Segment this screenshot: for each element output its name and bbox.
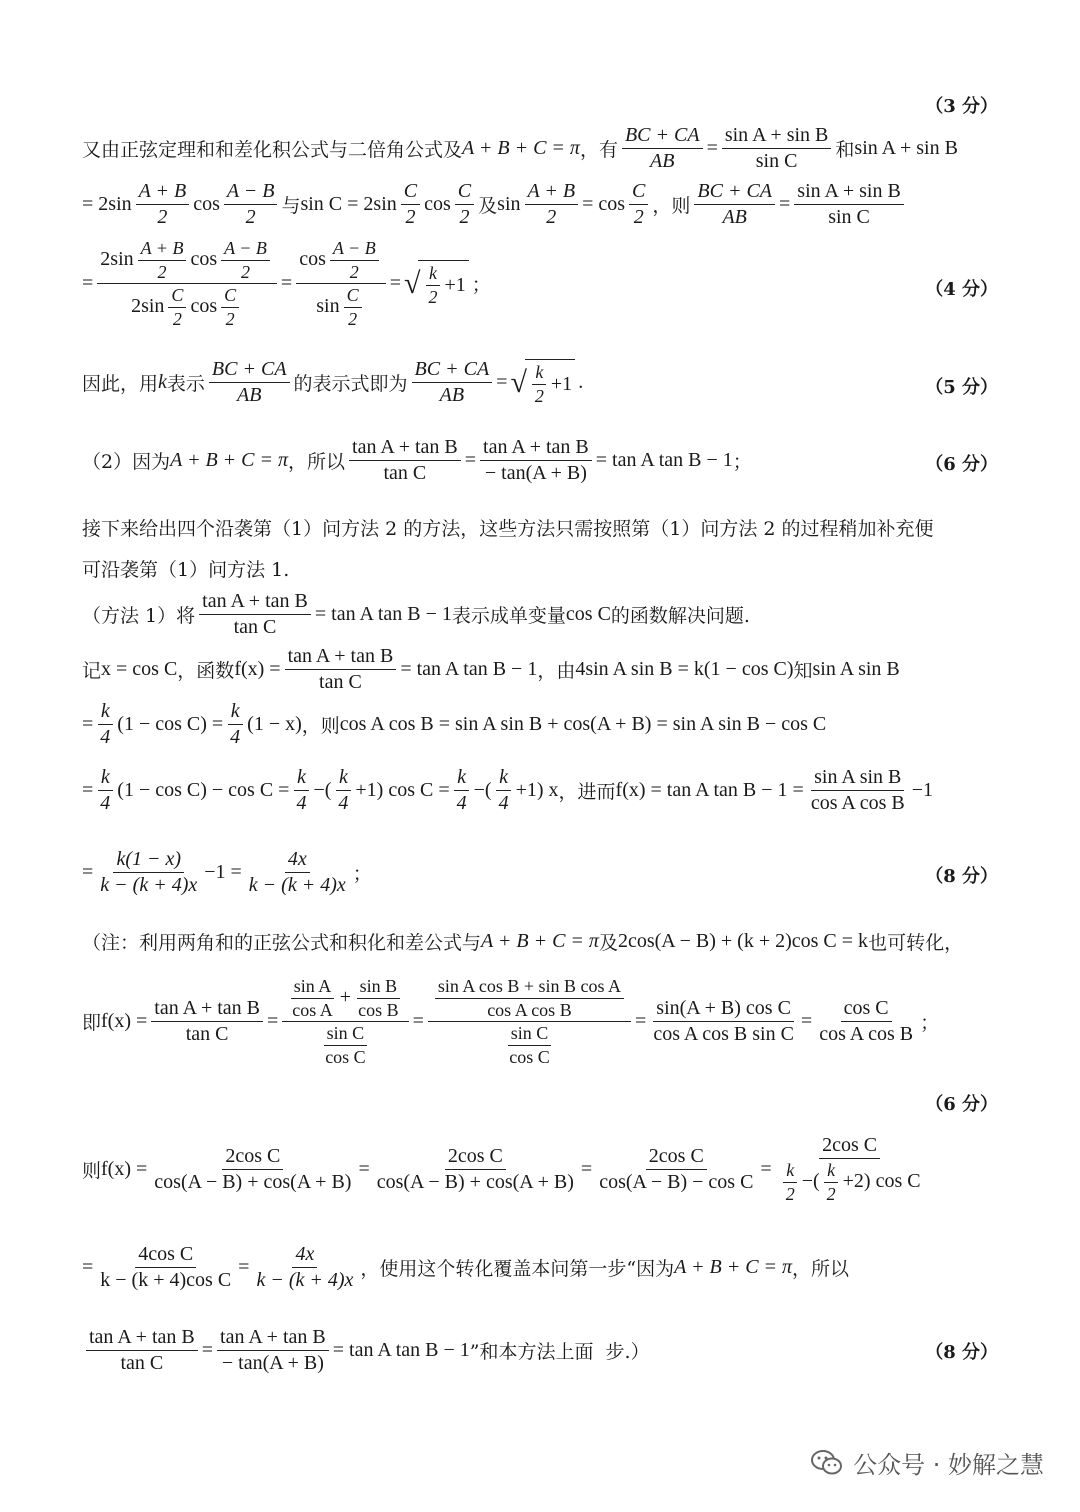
fraction: $\frac{\text{sin A + sin B}}{\text{sin C}}$	[794, 180, 904, 229]
equals: =	[464, 449, 477, 471]
math: sin A sin B	[812, 658, 900, 680]
text: 可沿袭第（1）问方法 1.	[82, 559, 290, 581]
equals: =	[389, 272, 401, 295]
compound-fraction: $\frac{\text{sin A}}{\text{cos A}}$ + $\frac{\text{sin B}}{\text{cos B}}$ $\frac{\text{sin C}}{\text{cos C}}$	[282, 976, 408, 1068]
text: 又由正弦定理和和差化积公式与二倍角公式及	[82, 139, 463, 161]
paragraph-line-1	[82, 514, 998, 541]
math: k	[158, 371, 167, 393]
math: f(x) =	[101, 1010, 148, 1033]
compound-fraction: $\frac{\frac{\text{sin A cos B + sin B cos A}}{\text{cos A cos B}}}{\frac{\text{sin C}}{\text{cos C}}}$	[428, 976, 631, 1068]
fraction: $\frac{C}{2}$	[629, 180, 648, 229]
math: 2cos(A − B) + (k + 2)cos C = k	[617, 930, 869, 952]
equals: =	[82, 272, 94, 295]
text: ；	[471, 274, 491, 297]
score-6: （6 分）	[925, 454, 998, 475]
text: 则	[82, 1159, 102, 1182]
fraction: $\frac{\text{sin(A + B) cos C}}{\text{cos A cos B sin C}}$	[653, 997, 794, 1046]
math: f(x) =	[234, 658, 281, 680]
compound-fraction: 2sin $\frac{A + B}{2}$ cos $\frac{A - B}{2}$ 2sin $\frac{C}{2}$ cos $\frac{C}{2}$	[97, 238, 277, 330]
line-9	[82, 645, 998, 694]
math: −1 =	[204, 861, 242, 883]
fraction: $\frac{A + B}{2}$	[525, 180, 579, 229]
math: cos C	[565, 603, 611, 625]
text: 也可转化，	[868, 932, 964, 954]
fraction: $\frac{\text{tan A + tan B}}{- \tan(A + B)}$	[480, 436, 592, 485]
text: 表示	[166, 373, 205, 395]
fraction: $\frac{\text{cos C}}{\text{cos A cos B}}$	[819, 997, 914, 1046]
fraction: $\frac{4x}{k - (k + 4)x}$	[256, 1243, 354, 1291]
fraction: $\frac{C}{2}$	[401, 180, 420, 229]
fraction: $\frac{\text{tan A + tan B}}{\text{tan C}}$	[151, 997, 263, 1046]
math: sin A + sin B	[854, 137, 958, 159]
text: ，进而	[558, 781, 616, 803]
fraction: $\frac{k}{4}$	[97, 700, 113, 749]
text: （方法 1）将	[82, 605, 196, 627]
math: = tan A tan B − 1	[400, 658, 538, 680]
line-method-1	[82, 590, 998, 639]
math: = tan A tan B − 1	[595, 449, 733, 471]
fraction: $\frac{C}{2}$	[455, 180, 474, 229]
math: = 2sin	[82, 193, 132, 215]
line-16	[82, 1243, 998, 1292]
line-3	[82, 238, 998, 330]
line-17	[82, 1326, 998, 1375]
line-11	[82, 766, 998, 815]
text: ”和本方法上面 步.）	[469, 1341, 650, 1363]
fraction: $\frac{\text{tan A + tan B}}{- \tan(A + B)}$	[217, 1326, 329, 1375]
fraction: $\frac{BC + CA}{AB}$	[622, 124, 703, 173]
text: ；	[920, 1012, 940, 1035]
text: ；	[732, 451, 752, 473]
fraction: $\frac{BC + CA}{AB}$	[412, 358, 493, 407]
score-8: （8 分）	[925, 866, 998, 887]
fraction: $\frac{\text{2cos C}}{\cos(A - B) + \cos(A + B)}$	[376, 1144, 574, 1193]
math: cos A cos B = sin A sin B + cos(A + B) = sin A sin B − cos C	[339, 713, 827, 735]
math: −1	[911, 779, 933, 801]
fraction: $\frac{k}{4}$	[454, 766, 470, 815]
score-5: （5 分）	[925, 377, 998, 398]
fraction: $\frac{\text{tan A + tan B}}{\text{tan C}}$	[86, 1326, 198, 1375]
fraction: $\frac{k}{4}$	[293, 766, 309, 815]
text: 即	[82, 1012, 102, 1035]
fraction: $\frac{k}{4}$	[97, 766, 113, 815]
fraction: $\frac{k}{4}$	[335, 766, 351, 815]
equals: =	[706, 137, 718, 159]
fraction: $\frac{\text{4cos C}}{\text{k − (k + 4)cos C}}$	[100, 1243, 232, 1291]
line-4	[82, 358, 998, 407]
fraction: $\frac{\text{tan A + tan B}}{\text{tan C}}$	[285, 645, 397, 694]
math: A + B + C = π	[462, 137, 580, 159]
equals: =	[580, 1157, 593, 1180]
math: 4sin A sin B = k(1 − cos C)	[575, 658, 794, 680]
text: 知	[793, 660, 813, 682]
text: ，使用这个转化覆盖本问第一步“因为	[360, 1258, 675, 1280]
text: ，所以	[792, 1258, 850, 1280]
math: +1) cos C =	[355, 779, 450, 801]
math: cos	[424, 193, 451, 215]
score-6b: （6 分）	[925, 1094, 998, 1115]
score-8b: （8 分）	[925, 1342, 998, 1363]
equals: =	[82, 779, 94, 801]
line-10	[82, 700, 998, 749]
text: （注：利用两角和的正弦公式和积化和差公式与	[82, 932, 482, 954]
math: = tan A tan B − 1	[314, 603, 452, 625]
watermark-text: 公众号 · 妙解之慧	[853, 1451, 1044, 1479]
fraction: $\frac{4x}{k - (k + 4)x}$	[248, 848, 346, 896]
line-15	[82, 1134, 998, 1204]
compound-fraction: cos $\frac{A - B}{2}$ sin $\frac{C}{2}$	[296, 238, 385, 330]
math: cos	[193, 193, 220, 215]
math: A + B + C = π	[674, 1256, 793, 1278]
text: 的函数解决问题.	[610, 605, 750, 627]
math: = cos	[582, 193, 626, 215]
math: (1 − x)	[247, 713, 302, 735]
text: 及	[478, 195, 498, 217]
fraction: $\frac{k}{4}$	[227, 700, 243, 749]
equals: =	[635, 1010, 647, 1033]
watermark	[811, 1445, 1044, 1480]
fraction: $\frac{\text{tan A + tan B}}{\text{tan C}}$	[349, 436, 461, 485]
score-4: （4 分）	[925, 279, 998, 300]
text: ，有	[579, 139, 618, 161]
equals: =	[280, 272, 293, 295]
text: ，则	[652, 195, 691, 217]
equals: =	[82, 713, 94, 735]
line-1	[82, 124, 998, 173]
compound-fraction: 2cos C $\frac{k}{2}$ −( $\frac{k}{2}$ +2) cos C	[776, 1134, 924, 1204]
text: 因此，用	[82, 373, 159, 395]
math: = tan A tan B − 1	[332, 1339, 470, 1361]
text: ，所以	[288, 451, 346, 473]
fraction: $\frac{\text{sin A + sin B}}{\text{sin C}}$	[722, 124, 832, 173]
fraction: $\frac{k}{4}$	[496, 766, 512, 815]
math: (1 − cos C) − cos C =	[117, 779, 290, 801]
text: （2）因为	[82, 451, 171, 473]
fraction: $\frac{BC + CA}{AB}$	[209, 358, 290, 407]
math: f(x) = tan A tan B − 1 =	[615, 779, 804, 801]
equals: =	[779, 193, 791, 215]
line-2	[82, 180, 998, 229]
fraction: $\frac{A + B}{2}$	[136, 180, 190, 229]
fraction: $\frac{k(1 - x)}{k - (k + 4)x}$	[100, 848, 198, 896]
equals: =	[238, 1256, 250, 1278]
square-root: √ $\frac{k}{2}$ +1	[510, 359, 575, 406]
text: 和	[835, 139, 855, 161]
math: sin C = 2sin	[300, 193, 397, 215]
text: 接下来给出四个沿袭第（1）问方法 2 的方法，这些方法只需按照第（1）问方法 2 的过程稍加补充便	[82, 518, 934, 540]
equals: =	[800, 1010, 813, 1033]
equals: =	[760, 1157, 772, 1180]
text: ，则	[301, 715, 340, 737]
equals: =	[201, 1339, 214, 1361]
math: sin	[497, 193, 521, 215]
equals: =	[82, 861, 94, 883]
square-root: √ $\frac{k}{2}$ +1	[404, 260, 469, 307]
fraction: $\frac{BC + CA}{AB}$	[694, 180, 775, 229]
math: +1) x	[515, 779, 559, 801]
text: ，函数	[177, 660, 235, 682]
text: 与	[281, 195, 301, 217]
fraction: $\frac{\text{2cos C}}{\text{cos(A − B) − cos C}}$	[599, 1144, 754, 1193]
wechat-icon	[811, 1449, 843, 1477]
equals: =	[267, 1010, 279, 1033]
equals: =	[496, 371, 508, 393]
text: 记	[82, 660, 102, 682]
line-14	[82, 976, 998, 1068]
math: −(	[313, 779, 332, 801]
fraction: $\frac{\text{sin A sin B}}{\text{cos A cos B}}$	[810, 766, 905, 814]
math: −(	[473, 779, 492, 801]
text: 的表示式即为	[293, 373, 408, 395]
math: A + B + C = π	[481, 930, 599, 952]
equals: =	[412, 1010, 424, 1033]
text: 表示成单变量	[451, 605, 566, 627]
line-5	[82, 436, 998, 485]
line-12	[82, 848, 998, 897]
math: f(x) =	[101, 1157, 148, 1180]
fraction: $\frac{\text{2cos C}}{\cos(A - B) + \cos(A + B)}$	[154, 1144, 352, 1193]
text: ；	[352, 863, 372, 885]
line-note	[82, 928, 998, 955]
text: 及	[598, 932, 618, 954]
equals: =	[82, 1256, 94, 1278]
text: .	[578, 371, 584, 393]
fraction: $\frac{\text{tan A + tan B}}{\text{tan C}}$	[199, 590, 311, 639]
text: ，由	[537, 660, 576, 682]
math: x = cos C	[101, 658, 178, 680]
fraction: $\frac{A - B}{2}$	[224, 180, 278, 229]
math: (1 − cos C) =	[117, 713, 224, 735]
paragraph-line-2	[82, 555, 998, 582]
math: A + B + C = π	[170, 449, 289, 471]
score-3: （3 分）	[925, 96, 998, 117]
equals: =	[358, 1157, 370, 1180]
